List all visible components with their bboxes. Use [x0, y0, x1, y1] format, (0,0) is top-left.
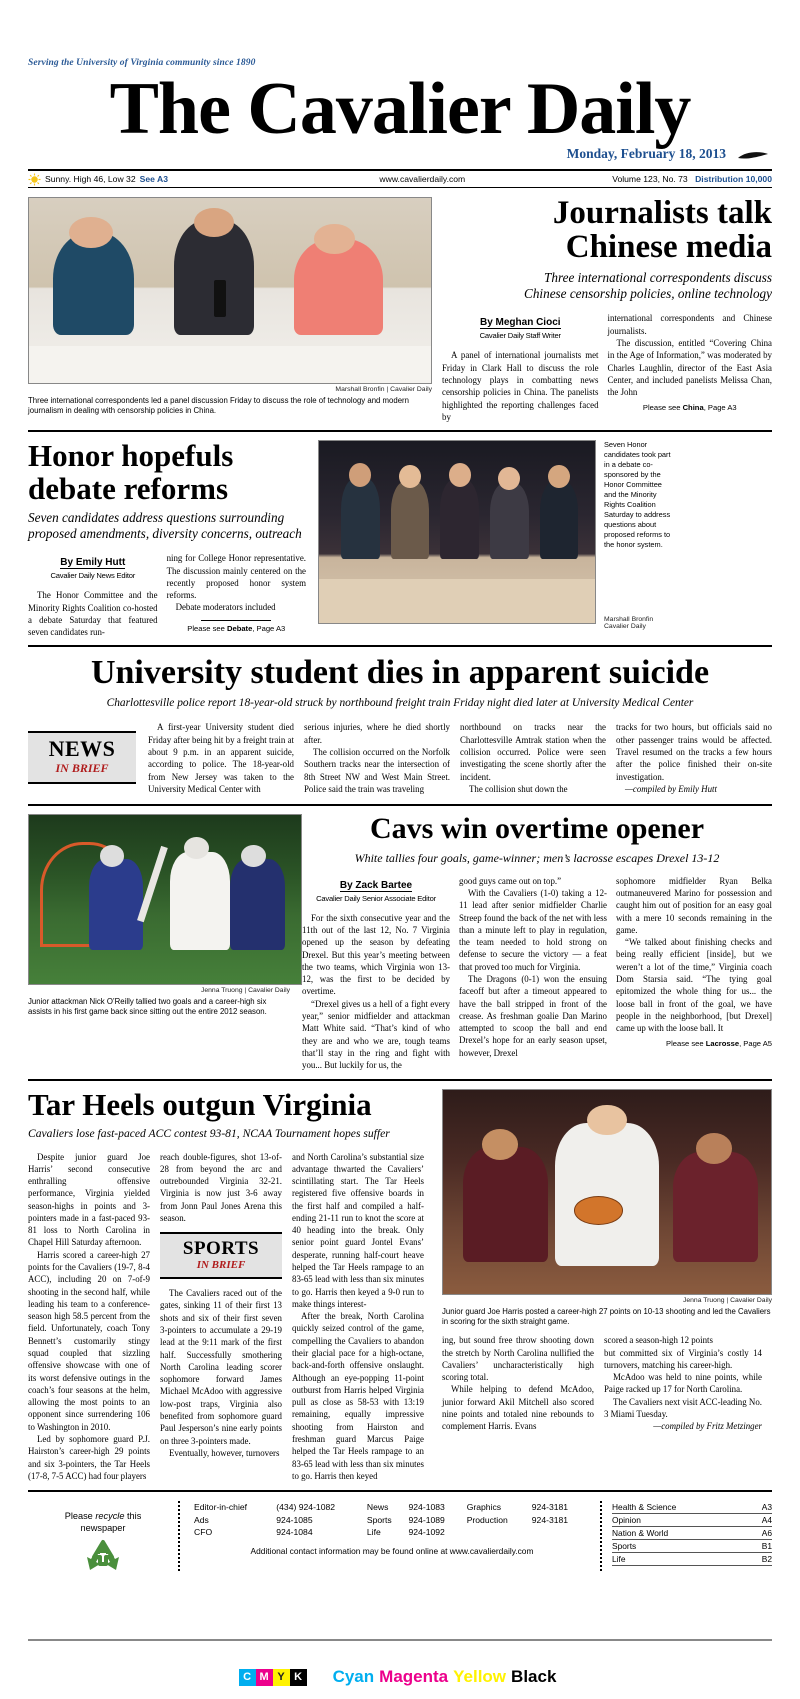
honor-col-1: [28, 552, 167, 638]
contact-row: [194, 1526, 590, 1538]
index-section-page: A6: [750, 1527, 772, 1540]
contact-label-2: News: [366, 1502, 389, 1513]
contact-phone-5: 924-1089: [408, 1514, 445, 1525]
section-index-block: [602, 1501, 772, 1566]
divider-after-brief: [28, 804, 772, 806]
honor-col2-p2: Debate moderators included: [175, 602, 276, 613]
honor-deck-line1: Seven candidates address questions surrounding: [28, 510, 285, 526]
contact-phone-8: 924-1092: [408, 1527, 445, 1537]
bb-col5-p3: The Cavaliers next visit ACC-leading No. 3 Miami Tuesday.: [604, 1396, 762, 1419]
honor-sidenote-block: [596, 440, 672, 638]
brief-col-1: [148, 721, 304, 795]
contact-phone-2: 924-1083: [408, 1502, 445, 1513]
brief-col-3: [460, 721, 616, 795]
bb-col2-p1: reach double-figures, shot 13-of-28 from beyond the arc and outrebounded Virginia 32-21. Virginia is now just 3-6 away from Jonn Paul Jones Arena this season.: [160, 1151, 282, 1223]
masthead-date-row: [28, 146, 772, 162]
basketball-col-1: [28, 1151, 160, 1483]
brief-col4-p1: tracks for two hours, but officials said no other passenger trains would be affected. Travel resumed on the tracks a few hours after the police finished their on-site investigation.: [616, 722, 772, 782]
lacrosse-jump-line[interactable]: [616, 1039, 772, 1048]
basketball-photo-caption: Junior guard Joe Harris posted a career-high 27 points on 10-13 shooting and led the Cavaliers in scoring for the sixth straight game.: [442, 1307, 771, 1327]
newspaper-title: The Cavalier Daily: [109, 68, 691, 150]
basketball-photo: [442, 1089, 772, 1295]
lacrosse-col2-p1: good guys came out on top.”: [459, 875, 562, 886]
lacrosse-photo: [28, 814, 302, 985]
bb-col2-p3: Eventually, however, turnovers: [169, 1447, 280, 1458]
lead-col1-p1: A panel of international journalists met Friday in Clark Hall to discuss the role technology plays in combatting news censorship policies in China. The panelists highlighted the reporting challenges faced by: [442, 350, 599, 422]
honor-jump-rule: [201, 620, 271, 621]
honor-photo-credit-2: Cavalier Daily: [604, 623, 646, 630]
basketball-right-block: [442, 1089, 772, 1482]
contact-info-block: [180, 1501, 600, 1558]
basketball-col-5: [604, 1334, 762, 1432]
info-bar: [28, 169, 772, 188]
lacrosse-col-2: [459, 875, 616, 1072]
index-section-name: Health & Science: [612, 1501, 750, 1514]
brief-col-4: [616, 721, 772, 795]
lacrosse-text-block: [302, 814, 772, 1071]
lacrosse-photo-caption: Junior attackman Nick O’Reilly tallied two goals and a career-high six assists in his first game back since sitting out the entire 2012 season.: [28, 997, 267, 1017]
honor-story: [28, 440, 772, 638]
lacrosse-jump-page: , Page A5: [739, 1039, 772, 1049]
lacrosse-byline: By Zack Bartee: [339, 879, 413, 891]
basketball-story: [28, 1089, 772, 1482]
website-url[interactable]: www.cavalierdaily.com: [379, 174, 466, 185]
contact-label-4: Ads: [194, 1514, 209, 1525]
bb-col5-p1: but committed six of Virginia’s costly 14 turnovers, matching his career-high.: [604, 1347, 762, 1370]
honor-photo-credit-1: Marshall Bronfin: [604, 616, 654, 623]
honor-sidenote: Seven Honor candidates took part in a debate co-sponsored by the Honor Committee and the Minority Rights Coalition Saturday to address questions about proposed reforms to the honor system.: [604, 440, 671, 550]
cmyk-chips: [239, 1669, 307, 1686]
honor-byline-title: Cavalier Daily News Editor: [50, 571, 136, 581]
cmyk-registration-bar: [0, 1667, 800, 1687]
lead-col-1: [442, 312, 608, 423]
lacrosse-deck: White tallies four goals, game-winner; men’s lacrosse escapes Drexel 13-12: [354, 851, 720, 866]
index-section-name: Life: [612, 1553, 750, 1566]
honor-col2-p1: ning for College Honor representative. The discussion mainly centered on the recently proposed honor system reforms.: [166, 553, 306, 601]
index-row[interactable]: [612, 1540, 772, 1553]
honor-deck-line2: proposed amendments, diversity concerns, outreach: [28, 526, 302, 542]
lacrosse-col3-p1: sophomore midfielder Ryan Belka outmaneuvered Marino for possession and caught him out of position for an easy goal with a mere 10 seconds remaining in the game.: [616, 875, 772, 935]
index-row[interactable]: [612, 1501, 772, 1514]
cmyk-chip-letter: K: [294, 1671, 303, 1683]
basketball-text-block: [28, 1089, 442, 1482]
bb-col3-p2: After the break, North Carolina quickly seized control of the game, compelling the Cavaliers to abandon their glacial pace for a high-octane, back-and-forth offensive onslaught. Although an eye-popping 11-point outburst from Harris helped Virginia pull as close as 58-53 with 13:19 remaining, equally impressive shooting from Hairston and freshman guard Marcus Paige helped the Tar Heels rampage to an 83-65 lead with less than six minutes to go. Harris then keyed: [292, 1311, 424, 1481]
cmyk-word-black: Black: [511, 1667, 557, 1686]
weather-text: Sunny. High 46, Low 32: [45, 174, 136, 185]
bb-col4-p2: While helping to defend McAdoo, junior forward Akil Mitchell also scored nine points and totaled nine rebounds to complement Harris. Evans: [442, 1384, 594, 1432]
lacrosse-headline: Cavs win overtime opener: [369, 812, 705, 846]
honor-col-2: [167, 552, 306, 638]
info-bar-weather: [28, 173, 311, 186]
sports-in-brief-badge: [160, 1232, 282, 1279]
brief-col3-p2: The collision shut down the: [469, 783, 568, 794]
volume-text: Volume 123, No. 73: [612, 174, 688, 185]
honor-byline: By Emily Hutt: [60, 557, 126, 569]
bb-col1-p3: Led by sophomore guard P.J. Hairston’s career-high 29 points and six 3-pointers, the Tar Heels (17-8, 7-5 ACC) had four players: [28, 1433, 150, 1481]
info-bar-volume: [534, 174, 772, 184]
contact-table: [194, 1501, 590, 1538]
lead-jump-prefix: Please see: [642, 403, 683, 413]
lacrosse-col2-p2: With the Cavaliers (1-0) taking a 12-11 lead after senior midfielder Charlie Streep found the back of the net with less than a minute left to play in regulation, the team needed to hold strong on defense to secure the victory — a feat that proved too much for Virginia.: [459, 887, 607, 972]
basketball-col-3: [292, 1151, 424, 1483]
news-in-brief-badge: [28, 731, 136, 784]
contact-phone-6: 924-3181: [531, 1514, 569, 1525]
bb-col1-p2: Harris scored a career-high 27 points for the Cavaliers (19-7, 8-4 ACC), including 20 on 7-of-9 shooting in the second half, while leading his team to a conference-season high 58.5 percent from the field. Unfortunately, coach Tony Bennett’s customarily stingy squad coupled that sizzling offensive showcase with one of its worst defensive outings in the coach’s four seasons at the helm, allowing the most points to an opponent since surrendering 106 to Washington in 2010.: [28, 1249, 150, 1432]
cmyk-chip-c: [239, 1669, 256, 1686]
brief-label-bottom: IN BRIEF: [55, 761, 109, 776]
lacrosse-photo-credit: Jenna Truong | Cavalier Daily: [200, 987, 290, 995]
divider-after-lead: [28, 430, 772, 432]
index-section-page: B1: [750, 1540, 772, 1553]
cmyk-chip-letter: Y: [277, 1671, 285, 1683]
lead-photo: [28, 197, 432, 384]
lead-text-block: [432, 197, 772, 423]
index-section-page: B2: [750, 1553, 772, 1566]
lead-col2-p1: international correspondents and Chinese journalists.: [607, 313, 772, 336]
index-section-name: Opinion: [612, 1514, 750, 1527]
bb-label-bottom: IN BRIEF: [196, 1259, 246, 1272]
contact-phone-9: [532, 1526, 590, 1538]
lead-col2-p2: The discussion, entitled “Covering China in the Age of Information,” was moderated by Charles Laughlin, director of the East Asia Center, and included panelists Melissa Chan, the John: [607, 338, 772, 398]
lead-byline: By Meghan Cioci: [479, 317, 561, 329]
divider-after-lacrosse: [28, 1079, 772, 1081]
lacrosse-col3-p2: “We talked about finishing checks and being really efficient [inside], but we weren’t a lot of the time,” Virginia coach Dom Starsia said. “The tying goal epitomized the whole thing for us... the loose ball in front of the goal, we have people in the neighborhood, [but Drexel] came up with the loose ball. It: [616, 937, 772, 1034]
lacrosse-col2-p3: The Dragons (0-1) won the ensuing faceoff but after a timeout appeared to have the ball stripped in front of the crease. As freshman goalie Dan Marino attempted to scoop the ball and end Drexel’s hope for an early season upset, however, Drexel: [459, 973, 607, 1058]
brief-compiled-by: —compiled by Emily Hutt: [625, 783, 717, 794]
index-section-name: Sports: [612, 1540, 750, 1553]
brief-deck: Charlottesville police report 18-year-old struck by northbound freight train Friday night died later at University Medical Center: [106, 697, 694, 710]
index-section-page: A4: [750, 1514, 772, 1527]
recycle-text-post: this: [124, 1511, 142, 1522]
brief-headline: University student dies in apparent suicide: [90, 654, 710, 692]
basketball-photo-credit: Jenna Truong | Cavalier Daily: [682, 1297, 772, 1305]
cmyk-word-magenta: Magenta: [379, 1667, 449, 1686]
contact-label-7: CFO: [194, 1527, 213, 1537]
swoosh-icon: [736, 149, 770, 161]
lacrosse-photo-block: [28, 814, 302, 1071]
lacrosse-col-3: [616, 875, 772, 1072]
index-row[interactable]: [612, 1553, 772, 1566]
brief-label-top: NEWS: [48, 736, 116, 762]
section-index-table: [612, 1501, 772, 1566]
index-section-page: A3: [750, 1501, 772, 1514]
brief-col-2: [304, 721, 460, 795]
lead-headline-line2: Chinese media: [565, 229, 772, 266]
honor-jump-line[interactable]: [167, 624, 306, 633]
weather-page-link[interactable]: See A3: [139, 174, 168, 185]
honor-jump-prefix: Please see: [187, 623, 227, 633]
cmyk-chip-y: [273, 1669, 290, 1686]
lead-story: [28, 197, 772, 423]
index-section-name: Nation & World: [612, 1527, 750, 1540]
bb-col5-p2: McAdoo was held to nine points, while Paige racked up 17 for North Carolina.: [604, 1372, 762, 1395]
bb-col4-p1: ing, but sound free throw shooting down the stretch by North Carolina nullified the Cavaliers’ uncharacteristically high scoring total.: [442, 1335, 594, 1383]
contact-row: [194, 1514, 590, 1526]
honor-jump-target: Debate: [226, 623, 253, 633]
lead-jump-line[interactable]: [608, 403, 772, 412]
honor-headline-line1: Honor hopefuls: [28, 438, 234, 474]
brief-col3-p1: northbound on tracks near the Charlottesville Amtrak station when the collision occurred. Police were seen investigating the scene shortly after the incident.: [460, 722, 606, 782]
contact-row: [194, 1501, 590, 1513]
distribution-text: Distribution 10,000: [695, 174, 772, 185]
lead-photo-block: [28, 197, 432, 423]
brief-col2-p1: serious injuries, where he died shortly after.: [304, 722, 450, 745]
honor-col1-p1: The Honor Committee and the Minority Rights Coalition co-hosted a debate Saturday that featured seven candidates run-: [28, 590, 158, 638]
lead-deck-line2: Chinese censorship policies, online technology: [524, 286, 772, 302]
lacrosse-jump-target: Lacrosse: [705, 1039, 740, 1049]
lead-photo-credit: Marshall Bronfin | Cavalier Daily: [335, 386, 432, 394]
bb-col5-top: scored a season-high 12 points: [604, 1335, 713, 1346]
recycle-block: [28, 1501, 178, 1581]
lead-jump-target: China: [682, 403, 704, 413]
additional-contact-note[interactable]: Additional contact information may be found online at www.cavalierdaily.com: [250, 1546, 534, 1557]
lacrosse-col-1: [302, 875, 459, 1072]
lead-col-2: [608, 312, 772, 423]
contact-label-5: Sports: [366, 1514, 392, 1525]
contact-label-8: Life: [366, 1527, 381, 1537]
cmyk-chip-m: [256, 1669, 273, 1686]
basketball-deck: Cavaliers lose fast-paced ACC contest 93-81, NCAA Tournament hopes suffer: [28, 1127, 390, 1141]
contact-phone-1: (434) 924-1082: [276, 1502, 336, 1513]
recycle-text-em: recycle: [95, 1511, 125, 1522]
lead-deck-line1: Three international correspondents discuss: [544, 270, 772, 286]
contact-phone-7: 924-1084: [276, 1527, 313, 1537]
bb-col1-p1: Despite junior guard Joe Harris’ second consecutive enthralling offensive performance, Virginia yielded season-highs in points and 3-pointers made in a fast-paced 93-81 loss to North Carolina in Chapel Hill Saturday afternoon.: [28, 1151, 150, 1248]
cmyk-chip-k: [290, 1669, 307, 1686]
cmyk-word-cyan: Cyan: [332, 1667, 375, 1686]
honor-photo: [318, 440, 596, 624]
masthead-tagline: Serving the University of Virginia community since 1890: [28, 58, 256, 68]
brief-label-block: [28, 721, 148, 795]
lacrosse-jump-prefix: Please see: [666, 1039, 706, 1049]
lacrosse-col1-p1: For the sixth consecutive year and the 11th out of the last 12, No. 7 Virginia opened up the season by defeating Drexel. But this year’s meeting between the two teams, which Virginia won 13-12, was the first to be decided by overtime.: [302, 912, 450, 997]
divider-after-honor: [28, 645, 772, 647]
sun-icon: [28, 173, 41, 186]
contact-label-6: Production: [466, 1514, 508, 1525]
cmyk-chip-letter: M: [259, 1671, 269, 1683]
basketball-headline: Tar Heels outgun Virginia: [28, 1087, 372, 1123]
contact-phone-3: 924-3181: [531, 1502, 569, 1513]
honor-headline-line2: debate reforms: [28, 471, 229, 507]
contact-label-9: [467, 1526, 532, 1538]
news-brief-story: [28, 656, 772, 795]
lacrosse-story: [28, 814, 772, 1071]
contact-label-3: Graphics: [466, 1502, 502, 1513]
index-row[interactable]: [612, 1527, 772, 1540]
recycle-text-line2: newspaper: [80, 1523, 126, 1534]
cmyk-word-yellow: Yellow: [453, 1667, 507, 1686]
bottom-rule: [28, 1639, 772, 1641]
recycle-text-pre: Please: [64, 1511, 96, 1522]
bb-label-top: SPORTS: [182, 1238, 260, 1260]
bb-col3-p1: and North Carolina’s substantial size advantage thwarted the Cavaliers’ scintillating start. The Tar Heels registered five offensive boards in the first half and compiled a half-ending 21-11 run to knot the score at 40 heading into the break. Only senior point guard Jontel Evans’ desperate, running half-court heave helped the Tar Heels rampage to an 83-65 lead with less than six minutes to go. Harris then keyed a 9-0 run to make things interest-: [292, 1151, 424, 1309]
publication-date: Monday, February 18, 2013: [566, 146, 726, 162]
index-row[interactable]: [612, 1514, 772, 1527]
bb-col2-p2: The Cavaliers raced out of the gates, sinking 11 of their first 13 shots and six of their first seven 3-pointers to accumulate a 29-19 lead at the 9:11 mark of the first half. Successfully smothering North Carolina leading scorer sophomore forward James Michael McAdoo with aggressive low-post traps, Virginia also benefited from sophomore guard Paul Jesperson’s nine early points on three 3-pointers made.: [160, 1288, 282, 1446]
lead-jump-page: , Page A3: [703, 403, 737, 413]
lead-photo-caption: Three international correspondents led a panel discussion Friday to discuss the role of technology and modern journalism in dealing with censorship policies in China.: [28, 396, 409, 416]
contact-label-1: Editor-in-chief: [194, 1502, 248, 1513]
lacrosse-col1-p2: “Drexel gives us a hell of a fight every year,” senior midfielder and attackman Matt White said. “That’s kind of who they are and who we are, tough teams that’ll stay in the ring and fight with you... But luckily for us, the: [302, 998, 450, 1071]
cmyk-words: [333, 1667, 562, 1687]
bb-compiled-by: —compiled by Fritz Metzinger: [653, 1421, 762, 1432]
recycle-icon: [81, 1537, 125, 1577]
basketball-col-4: [442, 1334, 604, 1432]
honor-text-block: [28, 440, 318, 638]
cmyk-chip-letter: C: [243, 1671, 252, 1683]
honor-photo-block: [318, 440, 596, 638]
lead-headline-line1: Journalists talk: [552, 195, 772, 232]
brief-col1-p1: A first-year University student died Friday after being hit by a freight train at about 9 p.m. in an apparent suicide, according to police. The 18-year-old from New Jersey was taken to the University Medical Center with: [148, 722, 294, 794]
brief-col2-p2: The collision occurred on the Norfolk Southern tracks near the intersection of 8th Street NW and West Main Street. Police said the train was traveling: [304, 746, 450, 794]
basketball-col-2: [160, 1151, 292, 1483]
lacrosse-byline-title: Cavalier Daily Senior Associate Editor: [316, 893, 436, 903]
page-footer: [28, 1490, 772, 1581]
honor-jump-page: , Page A3: [252, 623, 286, 633]
lead-byline-title: Cavalier Daily Staff Writer: [479, 331, 561, 341]
contact-phone-4: 924-1085: [276, 1514, 313, 1525]
